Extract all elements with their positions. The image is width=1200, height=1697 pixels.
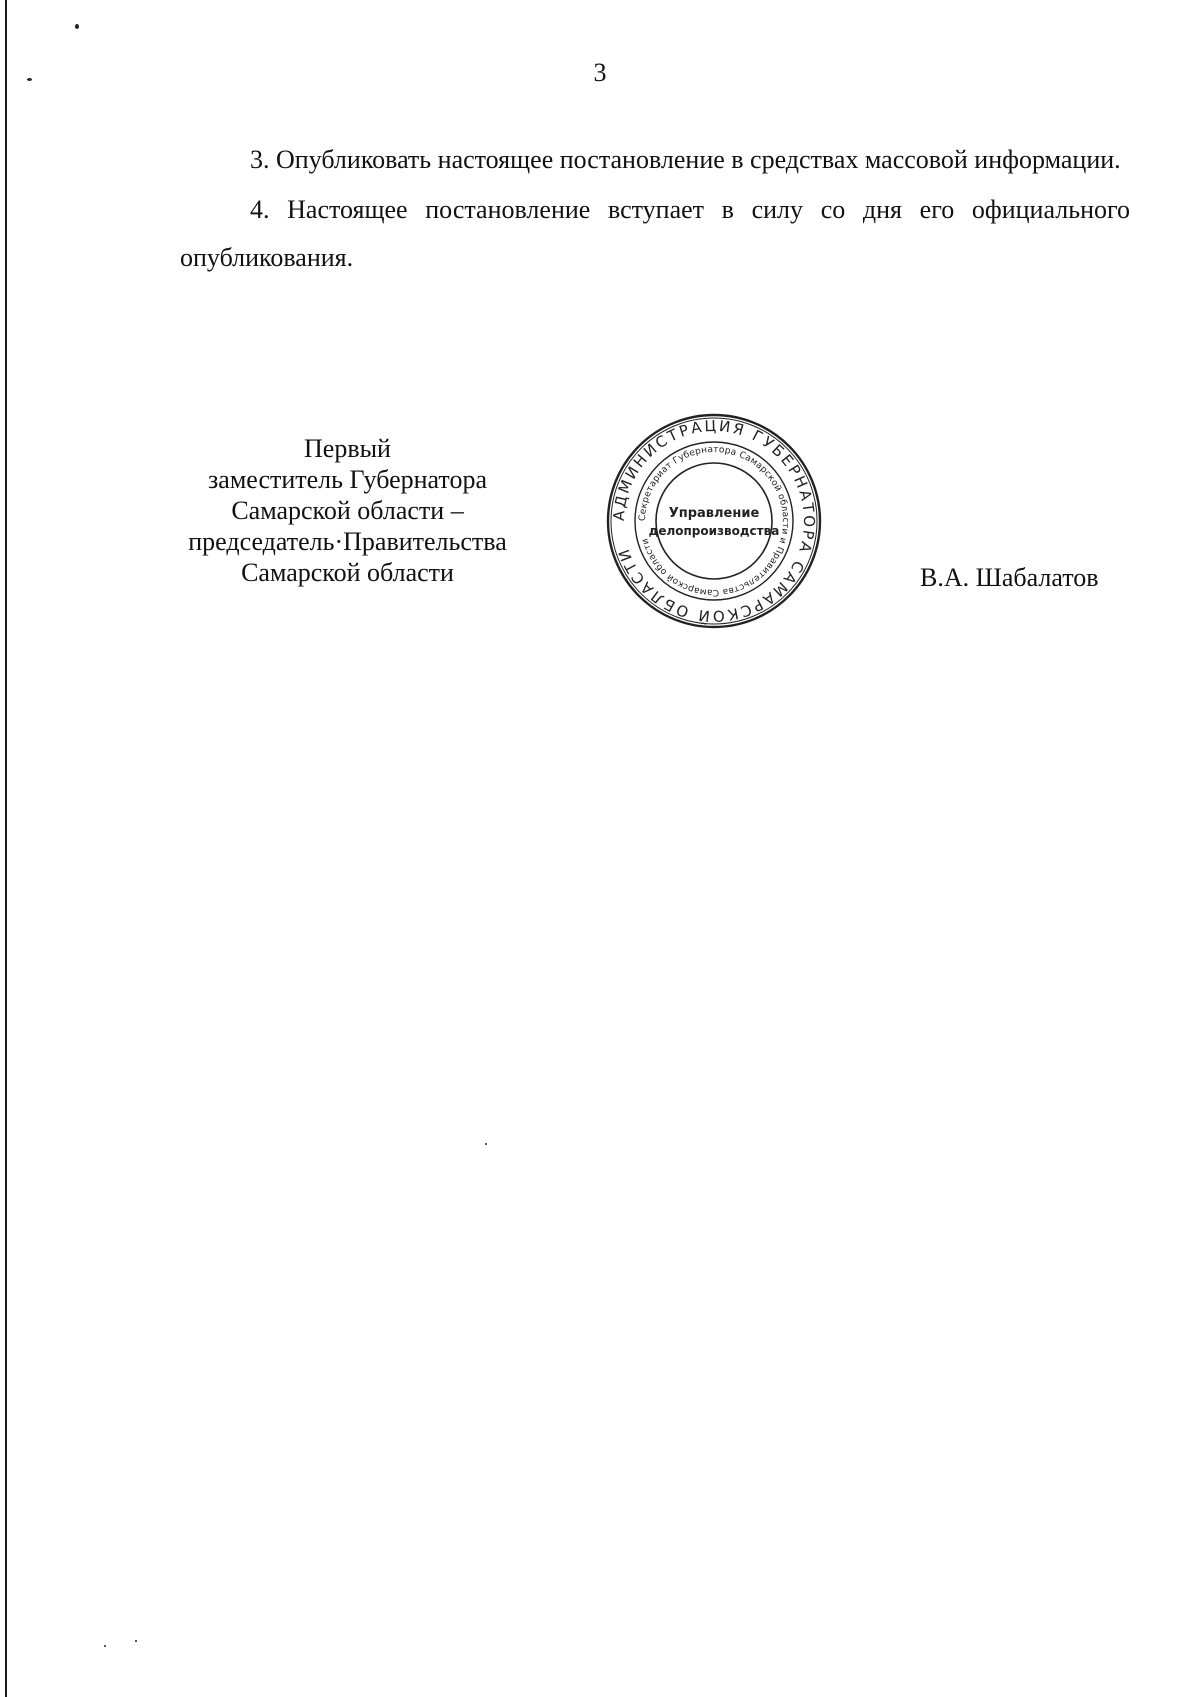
stamp-center-line1: Управление xyxy=(668,506,760,521)
scan-speck xyxy=(75,24,79,29)
document-body xyxy=(180,136,1130,284)
official-seal-stamp xyxy=(603,410,825,632)
scan-speck xyxy=(485,1143,487,1145)
stamp-center-line2: делопроизводства xyxy=(648,524,780,538)
page-number: 3 xyxy=(593,58,607,87)
signatory-title-line: заместитель Губернатора xyxy=(208,465,487,494)
paragraph-publish: 3. Опубликовать настоящее постановление в средствах массовой информации. xyxy=(250,145,1121,174)
paragraph-effective-date: 4. Настоящее постановление вступает в силу со дня его официального опубликования. xyxy=(180,195,1130,272)
stamp-outer-text: АДМИНИСТРАЦИЯ ГУБЕРНАТОРА САМАРСКОЙ ОБЛАСТИ xyxy=(609,416,819,626)
scan-left-edge xyxy=(5,0,7,1697)
signatory-title xyxy=(165,433,530,588)
stamp-inner-text: Секретариат Губернатора Самарской области и Правительства Самарской области xyxy=(637,444,791,598)
svg-text:Секретариат Губернатора Самарс xyxy=(638,445,790,597)
signatory-name: В.А. Шабалатов xyxy=(920,563,1099,592)
signatory-title-line: Самарской области – xyxy=(231,496,464,525)
signatory-title-line: председатель·Правительства xyxy=(188,527,507,556)
scan-speck xyxy=(104,1645,106,1647)
scan-speck xyxy=(135,1640,137,1642)
signatory-title-line: Первый xyxy=(304,434,391,463)
signatory-title-line: Самарской области xyxy=(241,558,454,587)
